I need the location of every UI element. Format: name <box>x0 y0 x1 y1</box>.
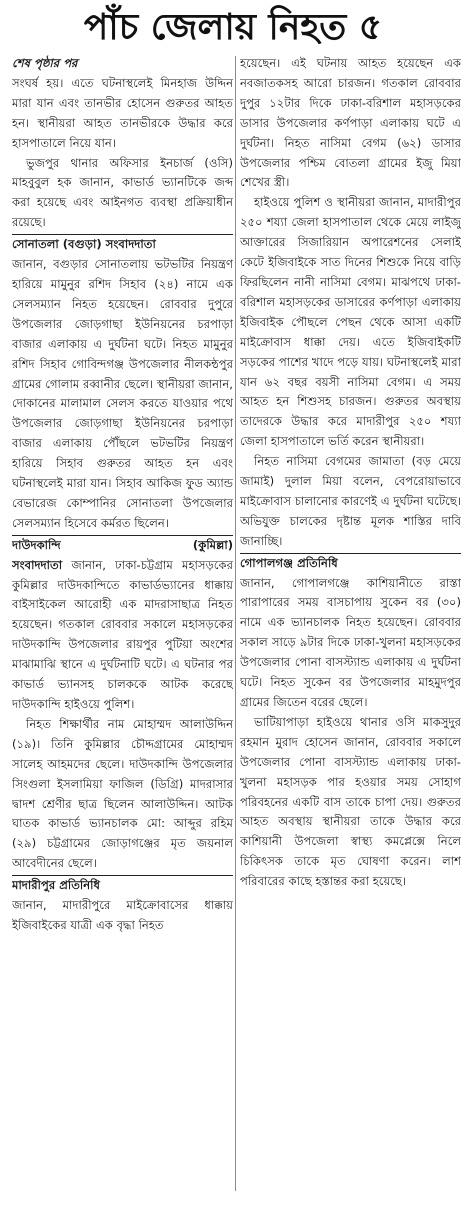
gopalganj-report: জানান, গোপালগঞ্জে কাশিয়ানীতে রাস্তা পারাপারের সময় বাসচাপায় সুকেন বর (৩০) নামে এক ভ্যানচালক নিহত হয়েছেন। রোববার সকাল সাড়ে ৯টার দিকে ঢাকা-খুলনা মহাসড়কের উপজেলার পোনা বাসস্ট্যান্ড এলাকায় এ দুর্ঘটনা ঘটে। নিহত সুকেন বর উপজেলার মাহমুদপুর গ্রামের জিতেন বরের ছেলে। <box>240 575 461 709</box>
left-paragraph-1: সংঘর্ষ হয়। এতে ঘটনাস্থলেই মিনহাজ উদ্দিন মারা যান এবং তানভীর হোসেন গুরুতর আহত হন। স্থানীয়রা আহত তানভীরকে উদ্ধার করে হাসপাতালে নিয়ে যান। <box>12 75 233 150</box>
headline: পাঁচ জেলায় নিহত ৫ <box>83 7 383 48</box>
madaripur-report-start: জানান, মাদারীপুরে মাইক্রোবাসের ধাক্কায় ইজিবাইকের যাত্রী এক বৃদ্ধা নিহত <box>12 898 233 932</box>
right-paragraph-1: হয়েছেন। এই ঘটনায় আহত হয়েছেন এক নবজাতকসহ আরো চারজন। গতকাল রোববার দুপুর ১২টার দিকে ঢাকা-বরিশাল মহাসড়কের ডাসার উপজেলার কর্ণপাড়া এলাকায় ঘটে এ দুর্ঘটনা। নিহত নাসিমা বেগম (৬২) ডাসার উপজেলার পশ্চিম বোতলা গ্রামের ইজু মিয়া শেখের স্ত্রী। <box>240 56 461 190</box>
dateline-gopalganj: গোপালগঞ্জ প্রতিনিধি <box>240 553 461 574</box>
dateline-daudkandi-place: দাউদকান্দি <box>12 537 61 552</box>
dateline-sonatala: সোনাতলা (বগুড়া) সংবাদদাতা <box>12 234 233 255</box>
right-paragraph-3: নিহত নাসিমা বেগমের জামাতা (বড় মেয়ে জামাই) দুলাল মিয়া বলেন, বেপরোয়াভাবে মাইক্রোবাস চালানোর কারণেই এ দুর্ঘটনা ঘটেছে। অভিযুক্ত চালকের দৃষ্টান্ত মূলক শাস্তির দাবি জানাচ্ছি। <box>240 454 461 548</box>
daudkandi-correspondent: সংবাদদাতা <box>12 557 63 572</box>
daudkandi-report <box>12 556 233 715</box>
dateline-daudkandi-district: (কুমিল্লা) <box>192 537 233 552</box>
daudkandi-report-body: জানান, ঢাকা-চট্টগ্রাম মহাসড়কের কুমিল্লার দাউদকান্দিতে কাভার্ডভ্যানের ধাক্কায় বাইসাইকেল আরোহী এক মাদরাসাছাত্র নিহত হয়েছেন। গতকাল রোববার সকালে মহাসড়কের দাউদকান্দি উপজেলার রায়পুর পুটিয়া অংশের মাঝামাঝি স্থানে এ দুর্ঘটনাটি ঘটে। এ ঘটনার পর কাভার্ড ভ্যানসহ চালককে আটক করেছে দাউদকান্দি হাইওয়ে পুলিশ। <box>12 557 233 711</box>
right-paragraph-2: হাইওয়ে পুলিশ ও স্থানীয়রা জানান, মাদারীপুর ২৫০ শয্যা জেলা হাসপাতাল থেকে মেয়ে লাইজু আক্তারের সিজারিয়ান অপারেশনের সেলাই কেটে ইজিবাইকে সাত দিনের শিশুকে নিয়ে বাড়ি ফিরছিলেন নানী নাসিমা বেগম। মাঝপথে ঢাকা-বরিশাল মহাসড়কের ডাসারের কর্ণপাড়া এলাকায় ইজিবাইক পৌছলে পেছন থেকে আসা একটি মাইক্রোবাস ধাক্কা দেয়। এতে ইজিবাইকটি সড়কের পাশের খাদে পড়ে যায়। ঘটনাস্থলেই মারা যান ৬২ বছর বয়সী নাসিমা বেগম। এ সময় আহত হন শিশুসহ চারজন। গুরুতর অবস্থায় তাদেরকে উদ্ধার করে মাদারীপুর ২৫০ শয্যা জেলা হাসপাতালে ভর্তি করেন স্থানীয়রা। <box>240 195 461 449</box>
dateline-madaripur: মাদারীপুর প্রতিনিধি <box>12 875 233 896</box>
column-divider <box>235 56 236 1191</box>
left-paragraph-3: নিহত শিক্ষার্থীর নাম মোহাম্মদ আলাউদ্দিন (১৯)। তিনি কুমিল্লার চৌদ্দগ্রামের মোহাম্মদ সালেহ আহমদের ছেলে। দাউদকান্দি উপজেলার সিংগুলা ইসলামিয়া ফাজিল (ডিগ্রি) মাদরাসার দ্বাদশ শ্রেণীর ছাত্র ছিলেন আলাউদ্দিন। আটক ঘাতক কাভার্ড ভ্যানচালক মো: আব্দুর রহিম (২৯) চট্টগ্রামের জোড়াগঞ্জের মৃত জয়নাল আবেদীনের ছেলে। <box>12 716 233 871</box>
sonatala-report: জানান, বগুড়ার সোনাতলায় ভটভটির নিয়ন্ত্রণ হারিয়ে মামুনুর রশিদ সিহাব (২৪) নামে এক সেলসম্যান নিহত হয়েছেন। রোববার দুপুরে উপজেলার জোড়গাছা ইউনিয়নের চরপাড়া বাজার এলাকায় এ দুর্ঘটনা ঘটে। নিহত মামুনুর রশিদ সিহাব গোবিন্দগঞ্জ উপজেলার নীলকন্ঠপুর গ্রামের গোলাম রব্বানীর ছেলে। স্থানীয়রা জানান, দোকানের মালামাল সেলস করতে যাওয়ার পথে উপজেলার জোড়গাছা ইউনিয়নের চরপাড়া বাজার এলাকায় পৌঁছলে ভটভটির নিয়ন্ত্রণ হারিয়ে সিহাব গুরুতর আহত হন এবং ঘটনাস্থলেই মারা যান। সিহাব আকিজ ফুড অ্যান্ড বেভারেজ কোম্পানির সোনাতলা উপজেলার সেলসম্যান হিসেবে কর্মরত ছিলেন। <box>12 257 233 530</box>
right-paragraph-4: ভাটিয়াপাড়া হাইওয়ে থানার ওসি মাকসুদুর রহমান মুরাদ হোসেন জানান, রোববার সকালে উপজেলার পোনা বাসস্ট্যান্ড এলাকায় ঢাকা-খুলনা মহাসড়ক পার হওয়ার সময় সোহাগ পরিবহনের একটি বাস তাকে চাপা দেয়। গুরুতর আহত অবস্থায় স্থানীয়রা তাকে উদ্ধার করে কাশিয়ানী উপজেলা স্বাস্থ্য কমপ্লেক্সে নিলে চিকিৎসক তাকে মৃত ঘোষণা করেন। লাশ পরিবারের কাছে হস্তান্তর করা হয়েছে। <box>240 714 461 889</box>
left-paragraph-2: ভুজপুর থানার অফিসার ইনচার্জ (ওসি) মাহবুবুল হক জানান, কাভার্ড ভ্যানটিকে জব্দ করা হয়েছে এবং আইনগত ব্যবস্থা প্রক্রিয়াধীন রয়েছে। <box>12 155 233 230</box>
continued-from-label: শেষ পৃষ্ঠার পর <box>12 56 78 70</box>
left-column <box>12 54 233 1199</box>
right-column <box>240 54 461 1199</box>
dateline-daudkandi <box>12 535 233 556</box>
